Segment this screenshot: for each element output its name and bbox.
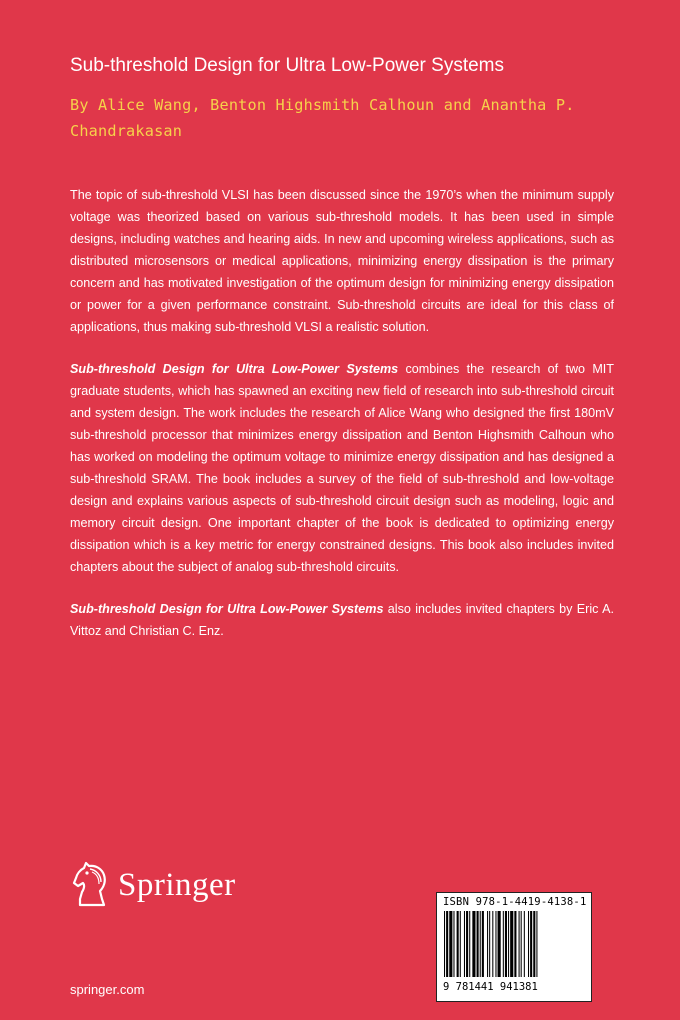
ean-digits: 9 781441 941381 (443, 981, 538, 993)
isbn-label: ISBN 978-1-4419-4138-1 (443, 896, 587, 908)
barcode-bar (460, 911, 461, 977)
paragraph-2-book-title: Sub-threshold Design for Ultra Low-Power Systems (70, 362, 399, 376)
blurb (70, 184, 614, 662)
barcode-bar (524, 911, 525, 977)
barcode-bar (508, 911, 509, 977)
barcode-bars (443, 911, 585, 979)
paragraph-3-book-title: Sub-threshold Design for Ultra Low-Power Systems (70, 602, 384, 616)
barcode-bar (464, 911, 465, 977)
blurb-paragraph-2 (70, 358, 614, 578)
barcode-bar (521, 911, 522, 977)
publisher-logo (70, 860, 236, 910)
barcode-bar (480, 911, 481, 977)
barcode-bar (514, 911, 516, 977)
barcode-bar (449, 911, 452, 977)
blurb-paragraph-3 (70, 598, 614, 642)
barcode-bar (482, 911, 484, 977)
barcode-bar (489, 911, 490, 977)
paragraph-2-text: combines the research of two MIT graduate students, which has spawned an exciting new field of research into sub-threshold circuit and system design. The work includes the research of Alice Wang who designed the first 180mV sub-threshold processor that minimizes energy dissipation and Benton Highsmith Calhoun who has worked on modeling the optimum voltage to minimize energy dissipation and has designed a sub-threshold SRAM. The book includes a survey of the field of sub-threshold and low-voltage design and explains various aspects of sub-threshold circuit design such as modeling, logic and memory circuit design. One important chapter of the book is dedicated to optimizing energy dissipation which is a key metric for energy constrained designs. This book also includes invited chapters about the subject of analog sub-threshold circuits. (70, 362, 614, 574)
barcode-bar (498, 911, 501, 977)
knight-chess-piece-icon (70, 861, 112, 909)
barcode-bar (492, 911, 493, 977)
barcode-bar (530, 911, 532, 977)
barcode-bar (528, 911, 529, 977)
barcode-bar (495, 911, 496, 977)
barcode-bar (533, 911, 535, 977)
barcode-bar (444, 911, 445, 977)
barcode-bar (457, 911, 459, 977)
barcode-bar (487, 911, 488, 977)
barcode-bar (469, 911, 470, 977)
barcode-bar (446, 911, 448, 977)
barcode-bar (536, 911, 537, 977)
publisher-name: Springer (118, 866, 236, 903)
barcode-bar (472, 911, 475, 977)
book-authors: By Alice Wang, Benton Highsmith Calhoun and Anantha P. Chandrakasan (70, 96, 575, 140)
barcode (436, 892, 592, 1002)
blurb-paragraph-1: The topic of sub-threshold VLSI has been discussed since the 1970’s when the minimum supply voltage was theorized based on various sub-threshold models. It has been used in simple designs, including watches and hearing aids. In new and upcoming wireless applications, such as distributed microsensors or medical applications, minimizing energy dissipation is the primary concern and has motivated investigation of the optimum design for minimizing energy dissipation or power for a given performance constraint. Sub-threshold circuits are ideal for this class of applications, thus making sub-threshold VLSI a realistic solution. (70, 188, 614, 334)
paragraph-3-text: also includes invited chapters by Eric A. Vittoz and Christian C. Enz. (70, 602, 615, 638)
book-title: Sub-threshold Design for Ultra Low-Power Systems (70, 55, 505, 76)
barcode-bar (503, 911, 504, 977)
barcode-bar (477, 911, 479, 977)
barcode-bar (519, 911, 520, 977)
barcode-bar (453, 911, 454, 977)
barcode-bar (510, 911, 513, 977)
publisher-url: springer.com (70, 982, 145, 997)
barcode-bar (466, 911, 468, 977)
barcode-bar (505, 911, 507, 977)
